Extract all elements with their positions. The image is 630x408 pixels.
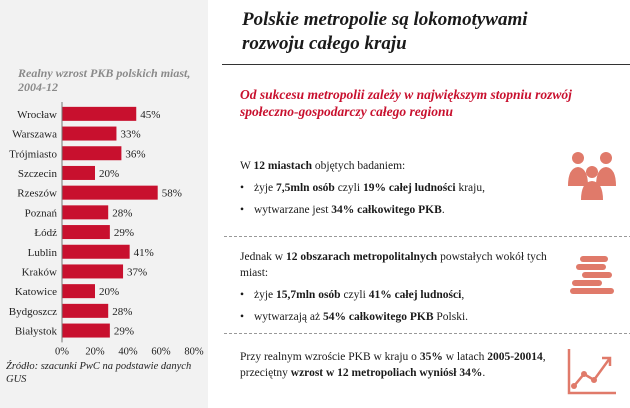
chart-title: Realny wzrost PKB polskich miast, 2004-12 (18, 66, 191, 94)
chart-source: Źródło: szacunki PwC na podstawie danych GUS (6, 361, 192, 385)
x-tick-label: 0% (55, 346, 69, 358)
bar (62, 304, 108, 318)
subtitle: Od sukcesu metropolii zależy w największym stopniu rozwój społeczno-gospodarczy całego regionu (240, 87, 572, 119)
x-tick-label: 20% (85, 346, 105, 358)
category-label: Szczecin (17, 167, 57, 180)
bar (62, 205, 108, 219)
x-tick-label: 60% (151, 346, 171, 358)
category-label: Poznań (24, 207, 57, 220)
title-divider (222, 64, 630, 65)
section-divider (224, 236, 630, 237)
bar (62, 245, 130, 259)
growth-chart-icon (566, 346, 618, 396)
category-label: Warszawa (12, 128, 57, 141)
category-label: Trójmiasto (9, 148, 57, 161)
category-label: Bydgoszcz (8, 305, 57, 318)
bar (62, 284, 95, 298)
value-label: 28% (112, 207, 133, 220)
x-tick-label: 40% (118, 346, 138, 358)
main-title: Polskie metropolie są lokomotywami rozwoju całego kraju (242, 9, 528, 54)
category-label: Kraków (21, 266, 57, 279)
value-label: 33% (120, 128, 141, 141)
fact-box-growth: Przy realnym wzroście PKB w kraju o 35% w latach 2005-20014, przeciętny wzrost w 12 metropoliach wyniósł 34%. (240, 351, 546, 379)
bar-chart (0, 0, 208, 360)
value-label: 36% (125, 148, 146, 161)
bar (62, 127, 116, 141)
bullet-population: • żyje 15,7mln osób czyli 41% całej ludności, (240, 289, 465, 301)
value-label: 29% (113, 325, 135, 338)
value-label: 37% (127, 266, 148, 279)
category-label: Białystok (14, 325, 57, 338)
category-label: Wrocław (17, 108, 57, 121)
category-label: Łódź (34, 227, 57, 240)
value-label: 41% (133, 246, 154, 259)
bar (62, 225, 110, 239)
value-label: 20% (99, 286, 120, 299)
value-label: 45% (140, 108, 161, 121)
category-label: Lublin (27, 246, 57, 259)
bar (62, 107, 136, 121)
fact-box-metro-areas: Jednak w 12 obszarach metropolitalnych powstałych wokół tych miast: • żyje 15,7mln osób czyli 41% całej ludności, • wytwarzają aż 54% całkowitego PKB Polski. (240, 249, 550, 325)
value-label: 28% (112, 305, 133, 318)
bullet-population: • żyje 7,5mln osób czyli 19% całej ludności kraju, (240, 182, 485, 194)
bullet-gdp: • wytwarzane jest 34% całkowitego PKB. (240, 204, 445, 216)
bar (62, 324, 110, 338)
people-icon (566, 150, 618, 200)
bullet-gdp: • wytwarzają aż 54% całkowitego PKB Polski. (240, 311, 469, 323)
bar (62, 264, 123, 278)
bar (62, 146, 121, 160)
bar (62, 186, 158, 200)
value-label: 58% (161, 187, 182, 200)
category-label: Rzeszów (17, 187, 57, 200)
section-divider (224, 333, 630, 334)
fact-box-cities: W 12 miastach objętych badaniem: • żyje 7,5mln osób czyli 19% całej ludności kraju, • wytwarzane jest 34% całkowitego PKB. (240, 158, 550, 218)
bar (62, 166, 95, 180)
coins-icon (566, 254, 618, 294)
value-label: 20% (99, 167, 120, 180)
x-tick-label: 80% (184, 346, 204, 358)
value-label: 29% (113, 227, 135, 240)
category-label: Katowice (14, 286, 57, 299)
